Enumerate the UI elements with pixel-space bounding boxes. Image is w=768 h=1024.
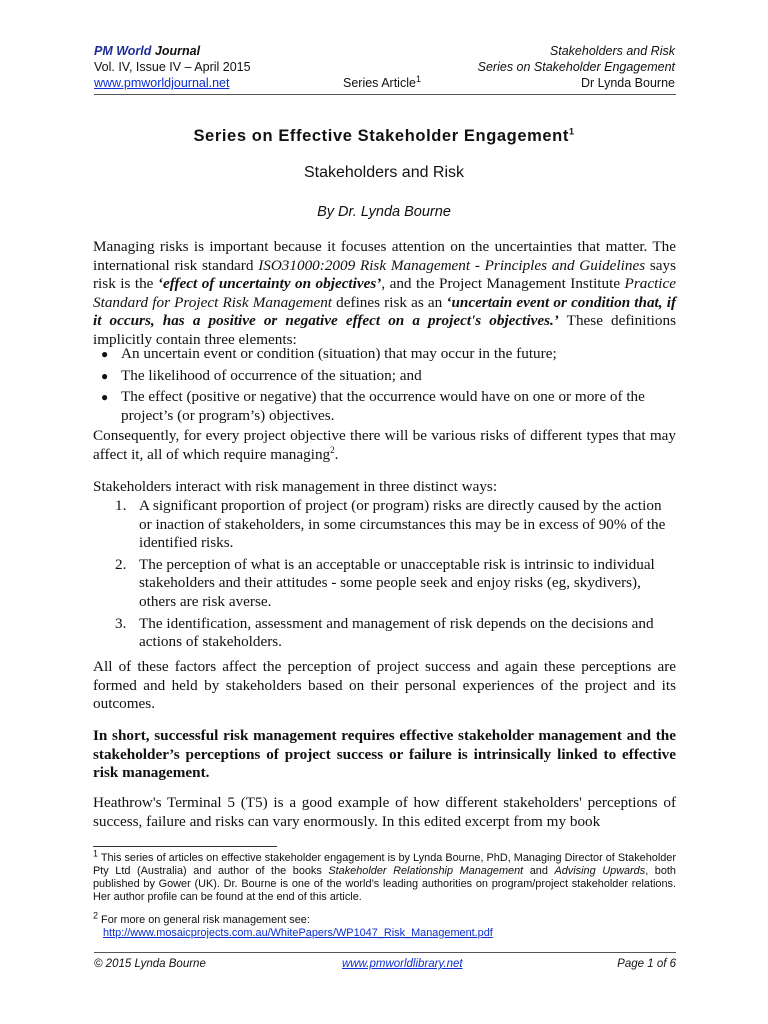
list-item: ● An uncertain event or condition (situation) that may occur in the future; [101, 345, 557, 362]
paragraph-intro: Managing risks is important because it focuses attention on the uncertainties that matter. The international risk standard ISO31000:2009 Risk Management - Principles and Guidelines says risk is the ‘effect of uncertainty on objectives’, and the Project Management Institute Practice Standard for Project Risk Management defines risk as an ‘uncertain event or condition that, if it occurs, has a positive or negative effect on a project's objectives.’ These definitions implicitly contain three elements: [93, 238, 677, 348]
article-subtitle: Stakeholders and Risk [303, 164, 465, 181]
pmi-quote: ‘uncertain event or condition that, if it occurs, has a positive or negative effect on a project's objectives.’ [93, 293, 676, 330]
footer-library-link[interactable]: www.pmworldlibrary.net [342, 958, 463, 970]
footer-rule [94, 952, 676, 953]
footnote-separator [93, 846, 277, 847]
article-byline: By Dr. Lynda Bourne [317, 204, 451, 220]
risk-management-link[interactable]: http://www.mosaicprojects.com.au/WhitePapers/WP1047_Risk_Management.pdf [103, 927, 493, 939]
header-series: Series on Stakeholder Engagement [477, 60, 675, 74]
pmi-standard-name: Practice Standard for Project Risk Management [93, 275, 676, 311]
header-rule [94, 94, 676, 95]
iso-quote: ‘effect of uncertainty on objectives’ [157, 275, 382, 293]
journal-website-link[interactable]: www.pmworldjournal.net [94, 76, 230, 90]
title-footnote-ref[interactable]: 1 [568, 126, 575, 137]
list-item: 2. The perception of what is an acceptable or unacceptable risk is intrinsic to individual stakeholders and their attitudes - some people seek and enjoy risks (eg, skydivers), others are risk averse. [115, 555, 655, 610]
header-left [94, 43, 251, 91]
journal-word: Journal [154, 44, 201, 58]
header-author: Dr Lynda Bourne [580, 76, 675, 90]
journal-brand: PM World [94, 44, 152, 58]
paragraph-stakeholders-interact: Stakeholders interact with risk management in three distinct ways: [93, 478, 498, 495]
iso-standard-name: ISO31000:2009 Risk Management - Principles and Guidelines [258, 256, 646, 274]
list-item: ● The effect (positive or negative) that the occurrence would have on one or more of the project’s (or program’s) objectives. [101, 388, 645, 424]
footnote-ref-2[interactable]: 2 [330, 444, 335, 455]
journal-name [94, 43, 251, 59]
header-right [478, 43, 675, 91]
paragraph-consequently: Consequently, for every project objective there will be various risks of different types that may affect it, all of which require managing$^2$. [93, 427, 676, 463]
article-title: Series on Effective Stakeholder Engagement$^1$ [193, 126, 575, 145]
stakeholder-ways-list [93, 497, 676, 655]
list-item: ● The likelihood of occurrence of the situation; and [101, 366, 422, 384]
header-topic: Stakeholders and Risk [549, 44, 675, 58]
volume-info: Vol. IV, Issue IV – April 2015 [94, 60, 251, 74]
series-article-label: Series Article$^1$ [343, 73, 421, 90]
list-item: 1. A significant proportion of project (or program) risks are directly caused by the action or inaction of stakeholders, in some circumstances this may be in excess of 90% of the identified risks. [115, 497, 666, 552]
paragraph-heathrow: Heathrow's Terminal 5 (T5) is a good example of how different stakeholders' perceptions of success, failure and risks can vary enormously. In this edited excerpt from my book [93, 794, 676, 830]
footnote-1: $^1$ This series of articles on effective stakeholder engagement is by Lynda Bourne, PhD, Managing Director of Stakeholder Pty Ltd (Australia) and author of the books Stakeholder Relationship Management and Advising Upwards, both published by Gower (UK). Dr. Bourne is one of the world’s leading authorities on program/project stakeholder relations. Her author profile can be found at the end of this article. [93, 848, 676, 903]
series-article-sup: 1 [415, 73, 421, 84]
paragraph-in-short: In short, successful risk management requires effective stakeholder management and the stakeholder’s perceptions of project success or failure is intrinsically linked to effective risk management. [93, 727, 676, 782]
footnote-2: $^2$ For more on general risk management see: http://www.mosaicprojects.com.au/WhitePapers/WP1047_Risk_Management.pdf [93, 910, 493, 939]
footer-page-number: Page 1 of 6 [617, 958, 676, 970]
list-item: 3. The identification, assessment and management of risk depends on the decisions and actions of stakeholders. [115, 614, 654, 651]
footer-copyright: © 2015 Lynda Bourne [94, 958, 206, 970]
paragraph-factors: All of these factors affect the perception of project success and again these perceptions are formed and held by stakeholders based on their personal experiences of the project and its outcomes. [93, 658, 676, 713]
risk-elements-list [93, 345, 676, 428]
